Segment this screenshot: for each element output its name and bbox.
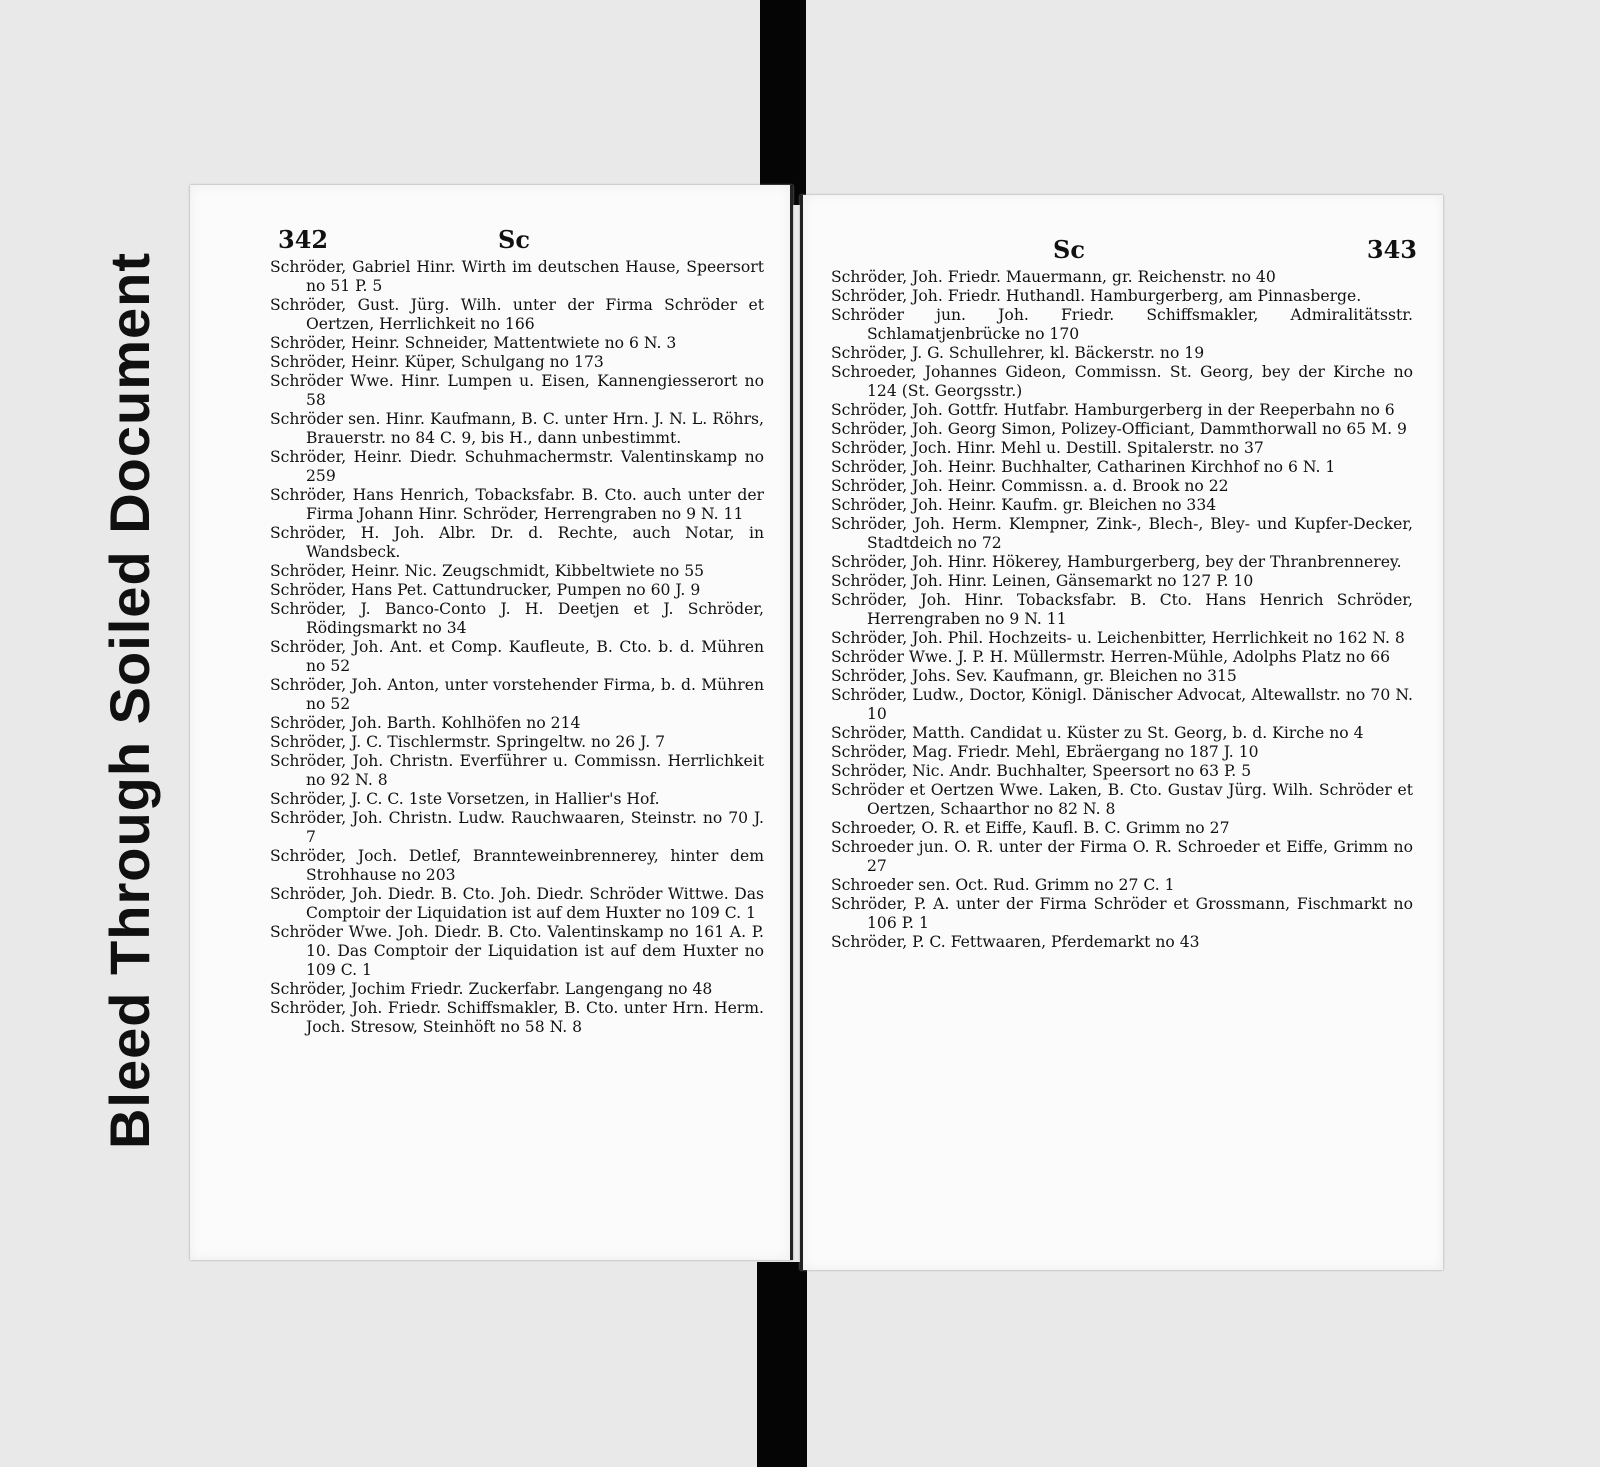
directory-entry: Schröder, Heinr. Schneider, Mattentwiete no 6 N. 3 (270, 334, 677, 352)
directory-entry: Schröder, Matth. Candidat u. Küster zu St. Georg, b. d. Kirche no 4 (831, 724, 1364, 742)
directory-entry: Schroeder jun. O. R. unter der Firma O. R. Schroeder et Eiffe, Grimm no 27 (831, 838, 1413, 875)
directory-entry: Schröder, J. C. C. 1ste Vorsetzen, in Hallier's Hof. (270, 790, 660, 808)
directory-entry: Schröder, Joh. Heinr. Buchhalter, Catharinen Kirchhof no 6 N. 1 (831, 458, 1336, 476)
directory-entry: Schröder, J. Banco-Conto J. H. Deetjen et J. Schröder, Rödingsmarkt no 34 (270, 600, 764, 637)
directory-entry: Schröder, Joh. Heinr. Commissn. a. d. Brook no 22 (831, 477, 1229, 495)
directory-entry: Schröder, Joh. Hinr. Tobacksfabr. B. Cto. Hans Henrich Schröder, Herrengraben no 9 N. 11 (831, 591, 1413, 628)
left-entry-list (190, 258, 790, 1037)
left-page (190, 185, 793, 1260)
directory-entry: Schröder sen. Hinr. Kaufmann, B. C. unter Hrn. J. N. L. Röhrs, Brauerstr. no 84 C. 9, bis H., dann unbestimmt. (270, 410, 764, 447)
right-entry-list (803, 268, 1443, 952)
gutter-shadow-bottom (757, 1262, 807, 1467)
directory-entry: Schröder, Joh. Herm. Klempner, Zink-, Blech-, Bley- und Kupfer-Decker, Stadtdeich no 72 (831, 515, 1413, 552)
right-page-header-letters: Sc (1053, 235, 1085, 264)
right-page-number: 343 (1366, 235, 1417, 264)
directory-entry: Schröder, Joh. Friedr. Schiffsmakler, B. Cto. unter Hrn. Herm. Joch. Stresow, Steinhöft no 58 N. 8 (270, 999, 764, 1036)
directory-entry: Schröder et Oertzen Wwe. Laken, B. Cto. Gustav Jürg. Wilh. Schröder et Oertzen, Schaarthor no 82 N. 8 (831, 781, 1413, 818)
directory-entry: Schröder, Joh. Gottfr. Hutfabr. Hamburgerberg in der Reeperbahn no 6 (831, 401, 1395, 419)
directory-entry: Schroeder sen. Oct. Rud. Grimm no 27 C. 1 (831, 876, 1175, 894)
directory-entry: Schröder, Joh. Phil. Hochzeits- u. Leichenbitter, Herrlichkeit no 162 N. 8 (831, 629, 1405, 647)
directory-entry: Schröder, Hans Pet. Cattundrucker, Pumpen no 60 J. 9 (270, 581, 701, 599)
directory-entry: Schröder, Johs. Sev. Kaufmann, gr. Bleichen no 315 (831, 667, 1237, 685)
stamp-text: Bleed Through Soiled Document (98, 251, 162, 1149)
right-page (800, 195, 1443, 1270)
directory-entry: Schröder, Joh. Barth. Kohlhöfen no 214 (270, 714, 581, 732)
left-page-number: 342 (278, 225, 329, 254)
directory-entry: Schröder, Joch. Hinr. Mehl u. Destill. Spitalerstr. no 37 (831, 439, 1264, 457)
directory-entry: Schröder, Jochim Friedr. Zuckerfabr. Langengang no 48 (270, 980, 713, 998)
directory-entry: Schröder, Joh. Hinr. Leinen, Gänsemarkt no 127 P. 10 (831, 572, 1254, 590)
directory-entry: Schröder, Heinr. Nic. Zeugschmidt, Kibbeltwiete no 55 (270, 562, 705, 580)
directory-entry: Schröder, Gust. Jürg. Wilh. unter der Firma Schröder et Oertzen, Herrlichkeit no 166 (270, 296, 764, 333)
directory-entry: Schröder, Heinr. Küper, Schulgang no 173 (270, 353, 604, 371)
directory-entry: Schröder, Joh. Anton, unter vorstehender Firma, b. d. Mühren no 52 (270, 676, 764, 713)
directory-entry: Schröder, Joh. Friedr. Mauermann, gr. Reichenstr. no 40 (831, 268, 1276, 286)
directory-entry: Schröder Wwe. J. P. H. Müllermstr. Herren-Mühle, Adolphs Platz no 66 (831, 648, 1391, 666)
directory-entry: Schröder, Joh. Georg Simon, Polizey-Officiant, Dammthorwall no 65 M. 9 (831, 420, 1407, 438)
directory-entry: Schroeder, Johannes Gideon, Commissn. St. Georg, bey der Kirche no 124 (St. Georgsstr.) (831, 363, 1413, 400)
directory-entry: Schröder, Joh. Christn. Everführer u. Commissn. Herrlichkeit no 92 N. 8 (270, 752, 764, 789)
directory-entry: Schröder, Ludw., Doctor, Königl. Dänischer Advocat, Altewallstr. no 70 N. 10 (831, 686, 1413, 723)
directory-entry: Schröder, Joh. Friedr. Huthandl. Hamburgerberg, am Pinnasberge. (831, 287, 1362, 305)
directory-entry: Schröder, Joh. Ant. et Comp. Kaufleute, B. Cto. b. d. Mühren no 52 (270, 638, 764, 675)
left-page-header (190, 225, 790, 254)
directory-entry: Schröder, Nic. Andr. Buchhalter, Speersort no 63 P. 5 (831, 762, 1252, 780)
directory-entry: Schröder, H. Joh. Albr. Dr. d. Rechte, auch Notar, in Wandsbeck. (270, 524, 764, 561)
directory-entry: Schröder, P. C. Fettwaaren, Pferdemarkt no 43 (831, 933, 1200, 951)
directory-entry: Schröder, Joh. Christn. Ludw. Rauchwaaren, Steinstr. no 70 J. 7 (270, 809, 764, 846)
directory-entry: Schröder, Mag. Friedr. Mehl, Ebräergang no 187 J. 10 (831, 743, 1259, 761)
left-page-header-letters: Sc (498, 225, 530, 254)
directory-entry: Schröder, Joh. Hinr. Hökerey, Hamburgerberg, bey der Thranbrennerey. (831, 553, 1402, 571)
directory-entry: Schröder, J. C. Tischlermstr. Springeltw. no 26 J. 7 (270, 733, 666, 751)
directory-entry: Schröder, Gabriel Hinr. Wirth im deutschen Hause, Speersort no 51 P. 5 (270, 258, 764, 295)
directory-entry: Schröder jun. Joh. Friedr. Schiffsmakler, Admiralitätsstr. Schlamatjenbrücke no 170 (831, 306, 1413, 343)
directory-entry: Schröder, J. G. Schullehrer, kl. Bäckerstr. no 19 (831, 344, 1205, 362)
directory-entry: Schröder, P. A. unter der Firma Schröder et Grossmann, Fischmarkt no 106 P. 1 (831, 895, 1413, 932)
directory-entry: Schröder, Joh. Diedr. B. Cto. Joh. Diedr. Schröder Wittwe. Das Comptoir der Liquidation ist auf dem Huxter no 109 C. 1 (270, 885, 764, 922)
soiled-document-stamp (80, 170, 180, 1230)
right-page-header (803, 235, 1443, 264)
directory-entry: Schröder Wwe. Joh. Diedr. B. Cto. Valentinskamp no 161 A. P. 10. Das Comptoir der Liquidation ist auf dem Huxter no 109 C. 1 (270, 923, 764, 979)
directory-entry: Schröder, Joh. Heinr. Kaufm. gr. Bleichen no 334 (831, 496, 1217, 514)
directory-entry: Schroeder, O. R. et Eiffe, Kaufl. B. C. Grimm no 27 (831, 819, 1230, 837)
directory-entry: Schröder, Hans Henrich, Tobacksfabr. B. Cto. auch unter der Firma Johann Hinr. Schröder, Herrengraben no 9 N. 11 (270, 486, 764, 523)
directory-entry: Schröder, Heinr. Diedr. Schuhmachermstr. Valentinskamp no 259 (270, 448, 764, 485)
directory-entry: Schröder Wwe. Hinr. Lumpen u. Eisen, Kannengiesserort no 58 (270, 372, 764, 409)
gutter-shadow-top (760, 0, 806, 205)
directory-entry: Schröder, Joch. Detlef, Brannteweinbrennerey, hinter dem Strohhause no 203 (270, 847, 764, 884)
